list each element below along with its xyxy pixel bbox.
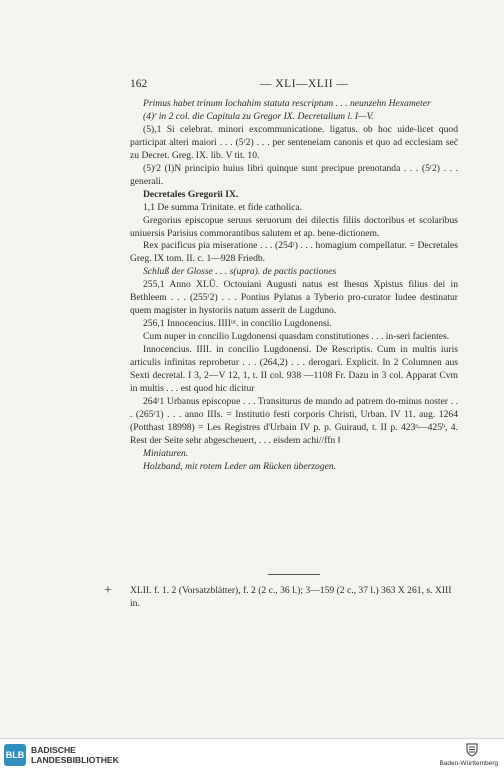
text-line-256: 256,1 Innocencius. IIIIᵘʳ. in concilio Lugdonensi. [143, 318, 332, 330]
running-title: — XLI—XLII — [260, 78, 349, 90]
section-heading-decretales: Decretales Gregorii IX. [143, 188, 239, 200]
text-paragraph-5-1: (5),1 Si celebrat. minori excommunicatione. ligatus. ob hoc uide-licet quod participat alteri maiori . . . (5ʳ2) . . . per senteneiam canonis et quo ad ecclesiam sec̃ zu Decret. Greg. IX. lib. V tit. 10. [130, 123, 458, 161]
text-paragraph-5r2: (5)ʳ2 (I)N principio huius libri quinque sunt precipue prenotanda . . . (5ʳ2) . . . generali. [130, 162, 458, 187]
baden-wuerttemberg-logo[interactable] [439, 742, 498, 767]
text-paragraph-264: 264ʳ1 Urbanus episcopue . . . Transiturus de mundo ad patrem do-minus noster . . . (265ʳ1) . . . anno IIIs. = Institutio festi corporis Christi, Urban. IV 11. aug. 1264 (Potthast 18998) = Les Registres d'Urbain IV p. p. Guiraud, t. II p. 423ᵃ—425ᵇ, 4. Rest der Seite sehr abgescheuert, . . . eisdem achi//ffn ‖ [130, 395, 458, 446]
text-paragraph-255: 255,1 Anno XLŮ. Octouiani Augusti natus est Ihesus Xpistus filius dei in Bethleem . . . (255ʳ2) . . . Pontius Pylatus a Tyberio pro-curator Iudee destinatur quem magister in hystoriis natum asserit de Lugduno. [130, 279, 458, 317]
text-paragraph-gregorius: Gregorius episcopue seruus seruorum dei dilectis filiis doctoribus et scolaribus uniuersis Parisius commorantibus salutem et ap. bene-dictionem. [130, 214, 458, 239]
text-line-miniaturen: Miniaturen. [143, 447, 189, 459]
library-name[interactable] [31, 745, 119, 765]
section-divider [268, 574, 320, 575]
library-name-line2: LANDESBIBLIOTHEK [31, 755, 119, 765]
next-entry-text: XLII. f. 1. 2 (Vorsatzblätter), f. 2 (2 c., 36 l.); 3—159 (2 c., 37 l.) 363 X 261, s. XIII in. [130, 585, 452, 609]
page-body [130, 98, 458, 474]
page-number: 162 [130, 78, 148, 90]
viewer-footer [0, 738, 504, 770]
page-header [130, 78, 430, 92]
text-paragraph-rex-pacificus: Rex pacificus pia miseratione . . . (254ʳ) . . . homagium compellatur. = Decretales Greg. IX tom. II. c. 1—928 Friedb. [130, 240, 458, 265]
text-paragraph-innocencius: Innocencius. IIII. in concilio Lugdonensi. De Rescriptis. Cum in multis iuris articulis infinitas reprobetur . . . (264,2) . . . derogari. Explicit. In 2 Columnen aus Sexti decretal. I 3, 2—V 12, 1, t. II col. 938 —1108 Fr. Dazu in 3 col. Apparat Cvm in multis . . . est quod hic dicitur [130, 344, 458, 394]
text-line-glosse: Schluß der Glosse . . . s(upra). de pactis pactiones [143, 266, 337, 278]
text-paragraph-cum-nuper: Cum nuper in concilio Lugdonensi quasdam constitutiones . . . in-seri facientes. [143, 331, 450, 343]
baden-wuerttemberg-crest-icon [464, 742, 480, 758]
text-line-capitula: (4)ʳ in 2 col. die Capitula zu Gregor IX. Decretalium l. I—V. [143, 110, 374, 122]
baden-wuerttemberg-label: Baden-Württemberg [439, 760, 498, 767]
text-line-incipit: Primus habet trinum Iochahim statuta rescriptum . . . neunzehn Hexameter [143, 98, 431, 109]
text-line-de-summa: 1,1 De summa Trinitate. et fide catholica. [143, 201, 303, 213]
library-name-line1: BADISCHE [31, 745, 76, 755]
blb-logo[interactable]: BLB [4, 744, 26, 766]
text-line-holzband: Holzband, mit rotem Leder am Rücken überzogen. [143, 460, 337, 472]
marginal-plus-mark: + [104, 583, 112, 598]
